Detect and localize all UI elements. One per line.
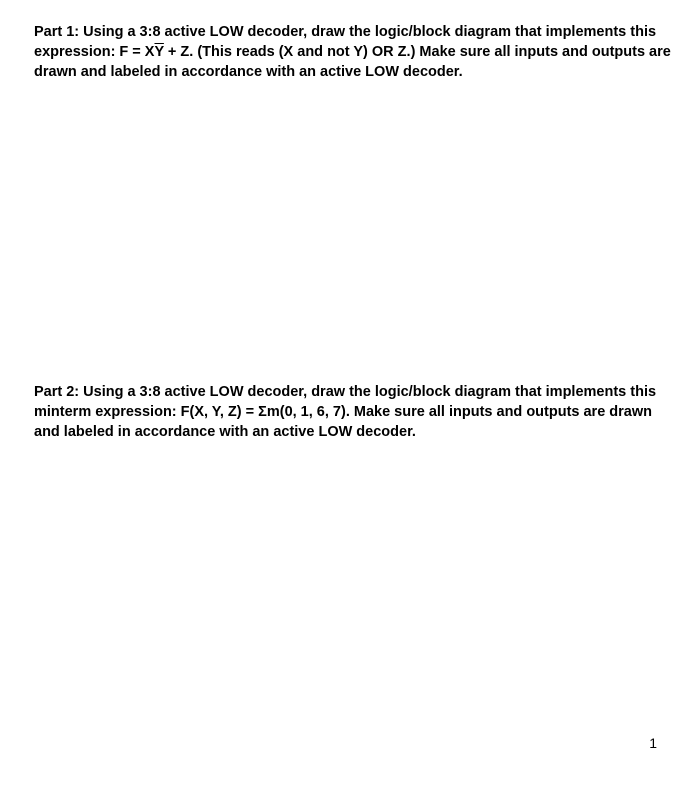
- part1-text-before: Part 1: Using a 3:8 active LOW decoder, draw the logic/block diagram that implements this expression: F = X: [34, 24, 657, 60]
- part2-question: Part 2: Using a 3:8 active LOW decoder, draw the logic/block diagram that implements this minterm expression: F(X, Y, Z) = Σm(0, 1, 6, 7). Make sure all inputs and outputs are drawn and labeled in accordance with an active LOW decoder.: [34, 384, 657, 440]
- part1-question: [34, 22, 674, 82]
- part1-answer-space: [34, 90, 674, 370]
- page-number: 1: [649, 735, 657, 751]
- part2-answer-space: [34, 450, 674, 720]
- part1-overlined-variable: $\overline{Y}$: [154, 44, 164, 60]
- part1-text-after: + Z. (This reads (X and not Y) OR Z.) Make sure all inputs and outputs are drawn and labeled in accordance with an active LOW decoder.: [34, 44, 671, 80]
